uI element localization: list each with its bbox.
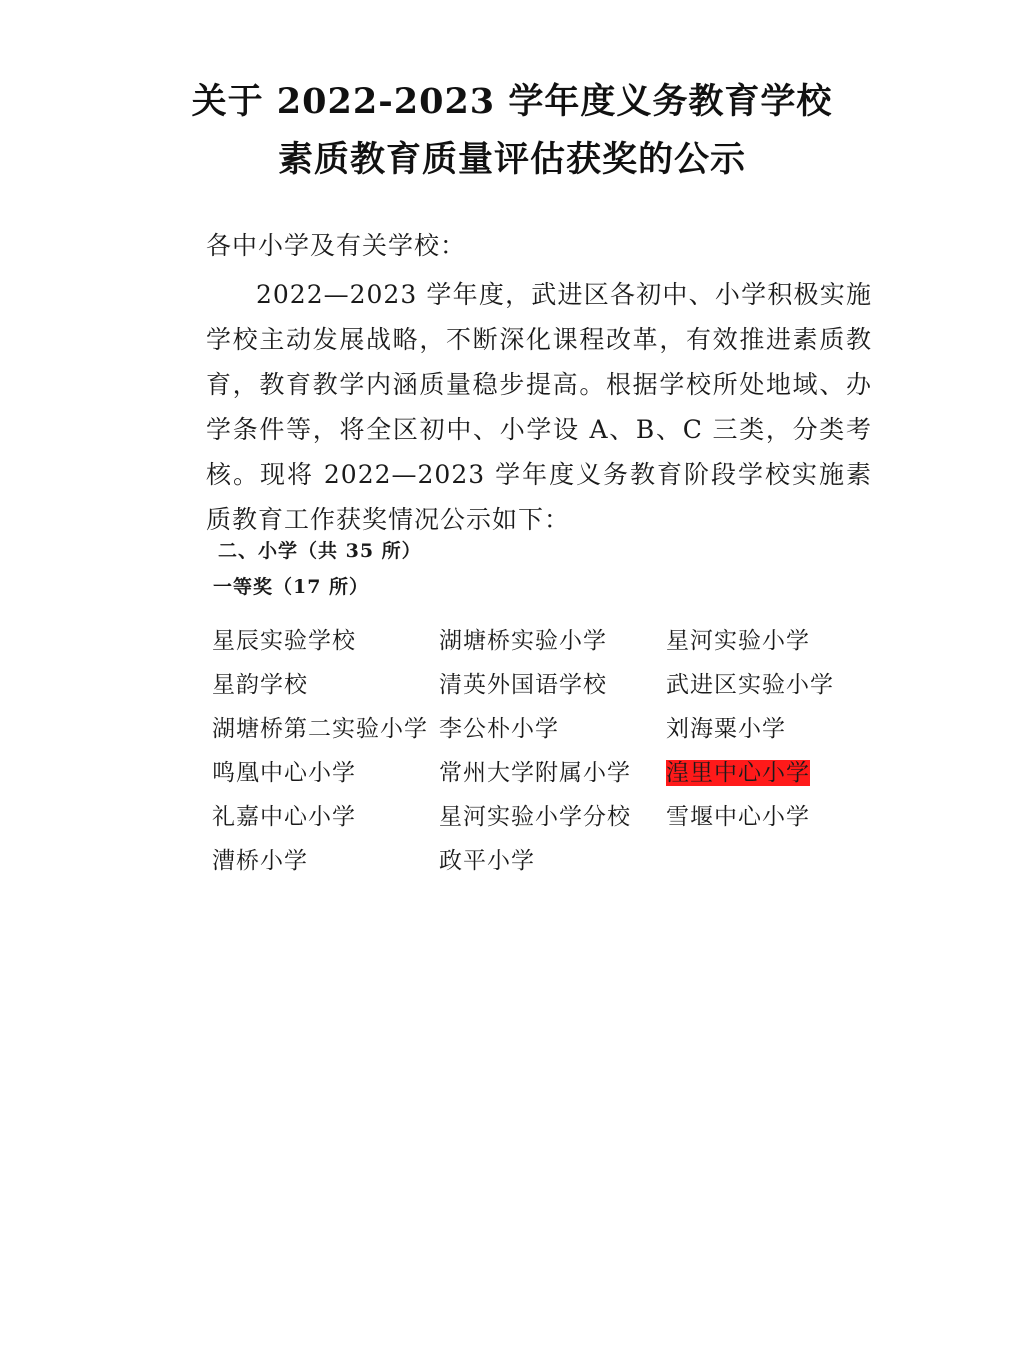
school-name: 李公朴小学 — [439, 716, 559, 742]
award-title: 一等奖（17 所） — [213, 576, 370, 598]
document-title-line2: 素质教育质量评估获奖的公示 — [277, 139, 746, 180]
school-name: 武进区实验小学 — [666, 672, 834, 698]
school-name: 政平小学 — [439, 848, 535, 874]
school-list-item — [439, 667, 666, 711]
school-list-item — [666, 711, 893, 755]
school-list-item — [439, 711, 666, 755]
school-name: 刘海粟小学 — [666, 716, 786, 742]
school-list-item — [439, 755, 666, 799]
school-list-item — [439, 623, 666, 667]
school-name: 常州大学附属小学 — [439, 760, 631, 786]
school-name: 星河实验小学分校 — [439, 804, 631, 830]
school-name: 星河实验小学 — [666, 628, 810, 654]
school-name: 清英外国语学校 — [439, 672, 607, 698]
school-list-item — [212, 667, 439, 711]
school-list-item — [666, 667, 893, 711]
school-name: 星韵学校 — [212, 672, 308, 698]
school-list-item — [666, 755, 893, 799]
school-list-item — [666, 623, 893, 667]
school-list-item — [212, 843, 439, 887]
school-list-item — [212, 799, 439, 843]
salutation: 各中小学及有关学校： — [206, 231, 467, 260]
school-list-item — [666, 799, 893, 843]
school-list-item — [212, 711, 439, 755]
section-title: 二、小学（共 35 所） — [218, 540, 422, 562]
school-list-item — [439, 843, 666, 887]
school-name: 鸣凰中心小学 — [212, 760, 356, 786]
school-name: 湖塘桥第二实验小学 — [212, 716, 428, 742]
school-name: 漕桥小学 — [212, 848, 308, 874]
school-name-highlighted: 湟里中心小学 — [666, 760, 810, 786]
school-name: 星辰实验学校 — [212, 628, 356, 654]
school-name: 礼嘉中心小学 — [212, 804, 356, 830]
school-list-item — [439, 799, 666, 843]
school-name: 湖塘桥实验小学 — [439, 628, 607, 654]
school-name: 雪堰中心小学 — [666, 804, 810, 830]
school-list — [212, 623, 893, 887]
intro-paragraph: 2022—2023 学年度，武进区各初中、小学积极实施学校主动发展战略，不断深化课程改革，有效推进素质教育，教育教学内涵质量稳步提高。根据学校所处地域、办学条件等，将全区初中、小学设 A、B、C 三类，分类考核。现将 2022—2023 学年度义务教育阶段学校实施素质教育工作获奖情况公示如下： — [206, 280, 872, 534]
document-title-line1: 关于 2022-2023 学年度义务教育学校 — [191, 81, 833, 122]
school-list-item — [212, 755, 439, 799]
school-list-item — [212, 623, 439, 667]
